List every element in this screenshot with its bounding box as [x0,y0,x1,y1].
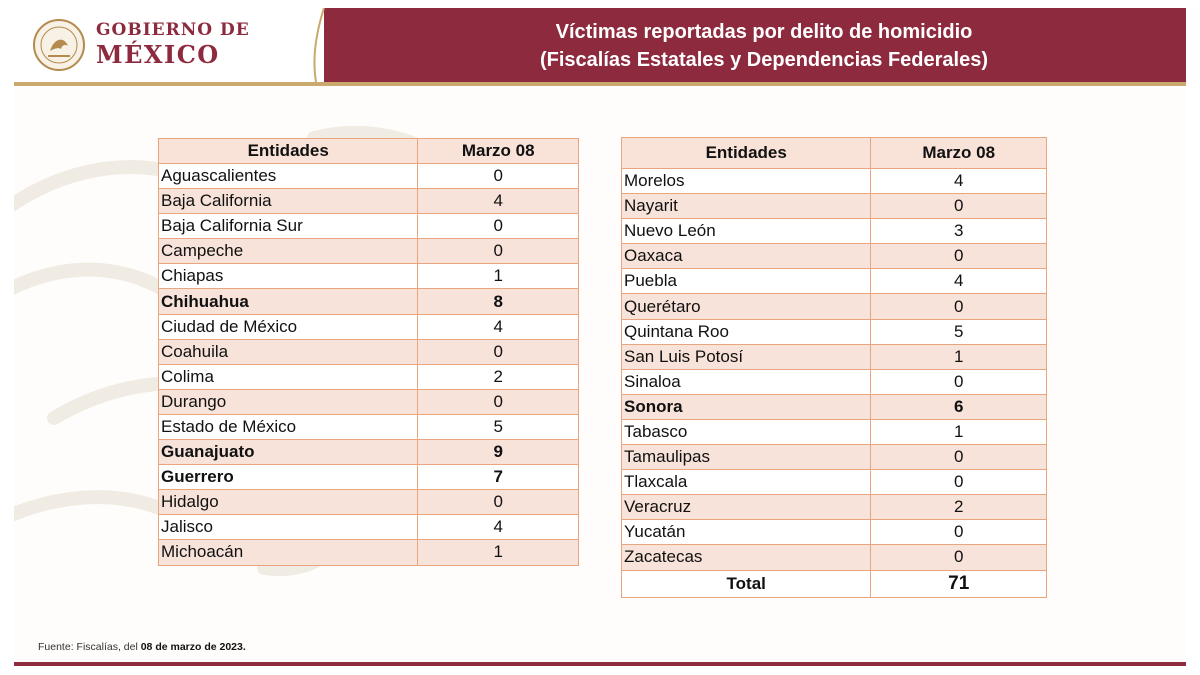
entity-value: 9 [418,440,579,465]
national-seal-icon [32,18,86,72]
entity-value: 0 [418,339,579,364]
entity-name: Michoacán [159,540,418,565]
entity-value: 0 [418,239,579,264]
table-row [622,194,1047,219]
entity-value: 5 [418,414,579,439]
entity-value: 8 [418,289,579,314]
table-row [622,445,1047,470]
table-row [622,344,1047,369]
footer-band [14,662,1186,666]
column-header-date: Marzo 08 [418,139,579,164]
entity-name: Hidalgo [159,490,418,515]
entity-value: 2 [418,364,579,389]
entity-name: Colima [159,364,418,389]
report-title-line-1: Víctimas reportadas por delito de homicidio [555,21,973,43]
entity-value: 0 [871,520,1047,545]
entity-value: 7 [418,465,579,490]
table-row [159,339,579,364]
entity-name: Durango [159,389,418,414]
source-note [38,641,246,653]
entity-value: 0 [418,214,579,239]
entity-value: 1 [418,264,579,289]
entity-value: 1 [418,540,579,565]
entity-name: Guerrero [159,465,418,490]
table-row [159,264,579,289]
entity-name: Chihuahua [159,289,418,314]
table-row [622,520,1047,545]
table-row [159,314,579,339]
entities-table-right [621,137,1047,598]
table-row [622,294,1047,319]
entity-value: 0 [418,490,579,515]
entity-name: Baja California [159,189,418,214]
column-header-date: Marzo 08 [871,138,1047,169]
table-row [159,289,579,314]
presentation-slide [14,8,1186,666]
report-title-line-2: (Fiscalías Estatales y Dependencias Federales) [540,49,988,71]
total-value: 71 [871,570,1047,597]
entities-table-left [158,138,579,566]
entity-value: 0 [871,294,1047,319]
entity-name: Tamaulipas [622,445,871,470]
total-label: Total [622,570,871,597]
entity-name: San Luis Potosí [622,344,871,369]
entity-value: 0 [871,244,1047,269]
entity-value: 4 [418,314,579,339]
table-row [622,470,1047,495]
entity-value: 4 [871,269,1047,294]
entity-name: Sonora [622,394,871,419]
source-date: 08 de marzo de 2023. [140,641,246,653]
entity-name: Zacatecas [622,545,871,570]
entity-name: Guanajuato [159,440,418,465]
gov-line-1: GOBIERNO DE [96,20,250,40]
total-row [622,570,1047,597]
entity-name: Ciudad de México [159,314,418,339]
entity-name: Aguascalientes [159,164,418,189]
entity-value: 4 [871,169,1047,194]
entity-name: Oaxaca [622,244,871,269]
table-row [622,419,1047,444]
entity-value: 1 [871,419,1047,444]
report-title [354,18,1174,74]
entity-name: Morelos [622,169,871,194]
entity-value: 3 [871,219,1047,244]
entity-name: Puebla [622,269,871,294]
entity-name: Tlaxcala [622,470,871,495]
entity-value: 0 [871,445,1047,470]
table-row [159,414,579,439]
entity-name: Querétaro [622,294,871,319]
entity-value: 2 [871,495,1047,520]
table-row [159,465,579,490]
column-header-entity: Entidades [159,139,418,164]
table-row [159,515,579,540]
entity-name: Baja California Sur [159,214,418,239]
table-row [622,394,1047,419]
entity-name: Yucatán [622,520,871,545]
table-row [159,540,579,565]
entity-name: Veracruz [622,495,871,520]
entity-name: Sinaloa [622,369,871,394]
entity-name: Estado de México [159,414,418,439]
table-row [622,269,1047,294]
entity-name: Tabasco [622,419,871,444]
table-row [159,214,579,239]
table-row [159,239,579,264]
table-row [622,244,1047,269]
column-header-entity: Entidades [622,138,871,169]
entity-value: 1 [871,344,1047,369]
table-row [159,490,579,515]
entity-name: Nayarit [622,194,871,219]
government-logo-text [96,20,250,69]
entity-value: 0 [418,389,579,414]
header-logo-edge [294,8,354,82]
entity-name: Coahuila [159,339,418,364]
table-row [159,164,579,189]
gov-line-2: MÉXICO [96,40,220,69]
entity-value: 0 [871,369,1047,394]
table-row [159,440,579,465]
source-prefix: Fuente: Fiscalías, del [38,641,141,653]
entity-value: 0 [871,194,1047,219]
entity-value: 4 [418,515,579,540]
table-row [622,369,1047,394]
header-gold-underline [14,82,1186,86]
entity-name: Chiapas [159,264,418,289]
entity-value: 0 [871,545,1047,570]
entity-value: 6 [871,394,1047,419]
table-row [622,219,1047,244]
table-header-row [159,139,579,164]
entity-name: Nuevo León [622,219,871,244]
entity-name: Campeche [159,239,418,264]
entity-value: 4 [418,189,579,214]
table-row [159,189,579,214]
entity-value: 0 [418,164,579,189]
entity-value: 0 [871,470,1047,495]
table-row [622,545,1047,570]
table-row [622,319,1047,344]
entity-name: Jalisco [159,515,418,540]
entity-name: Quintana Roo [622,319,871,344]
table-row [622,169,1047,194]
table-row [159,389,579,414]
entity-value: 5 [871,319,1047,344]
table-row [159,364,579,389]
table-row [622,495,1047,520]
table-header-row [622,138,1047,169]
